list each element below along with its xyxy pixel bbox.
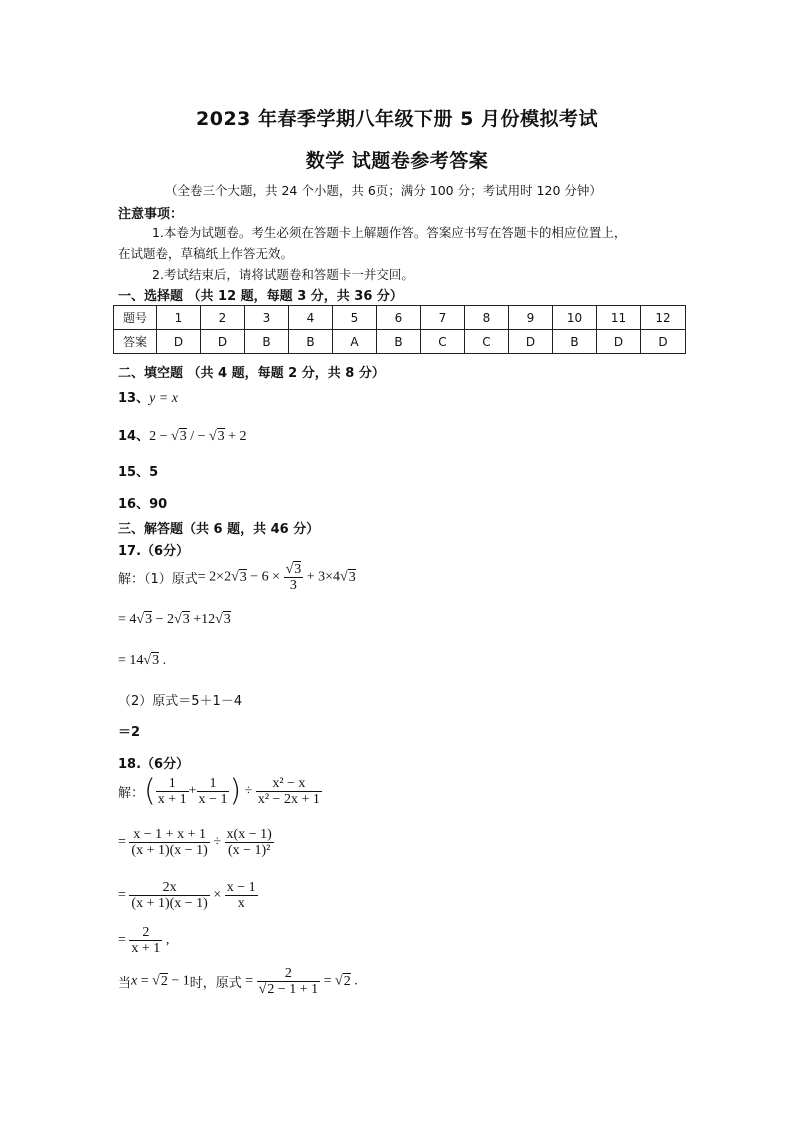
q18-step-5: 当x = √2 − 1时，原式 = $\frac{2}{√2 - 1 + 1}$ = √2 .: [118, 966, 358, 997]
answer-cell: B: [553, 330, 597, 354]
q18-step-1: 解：( $\frac{1}{x + 1}$ + $\frac{1}{x - 1}$ ) ÷ $\frac{\text{x² − x}}{\text{x² − 2x + 1}}$: [118, 773, 320, 809]
question-number: 1: [157, 306, 201, 330]
q17-part2-step-1: （2）原式＝5＋1－4: [118, 694, 243, 709]
question-number: 8: [465, 306, 509, 330]
notes-line-3: 2.考试结束后，请将试题卷和答题卡一并交回。: [152, 267, 414, 282]
answer-cell: A: [333, 330, 377, 354]
q16: 16、90: [118, 497, 168, 512]
answer-cell: D: [509, 330, 553, 354]
q14-answer: 2 − √3 / − √3 + 2: [149, 429, 247, 444]
q18-title: 18.（6分）: [118, 757, 190, 772]
question-number-row: [114, 306, 686, 330]
q13: [118, 387, 178, 407]
answer-cell: C: [421, 330, 465, 354]
answer-cell: B: [245, 330, 289, 354]
answer-row: [114, 330, 686, 354]
q13-label: 13、: [118, 391, 150, 406]
question-number: 5: [333, 306, 377, 330]
q17-solution-prefix: 解：（1）原式: [118, 572, 198, 587]
question-number: 12: [641, 306, 686, 330]
question-number: 11: [597, 306, 641, 330]
answer-cell: D: [157, 330, 201, 354]
q14-label: 14、: [118, 429, 150, 444]
notes-heading: 注意事项：: [118, 207, 184, 222]
q18-then-label: 时，原式: [189, 976, 242, 991]
question-number: 2: [201, 306, 245, 330]
notes-line-1: 1.本卷为试题卷。考生必须在答题卡上解题作答。答案应书写在答题卡的相应位置上，: [152, 225, 627, 240]
page-subtitle: 数学 试题卷参考答案: [305, 150, 489, 172]
section3-heading: 三、解答题（共 6 题，共 46 分）: [118, 522, 320, 537]
row-label-question: 题号: [114, 306, 157, 330]
question-number: 7: [421, 306, 465, 330]
q14: [118, 425, 247, 445]
answer-cell: B: [289, 330, 333, 354]
q17-part2-step-2: ＝2: [118, 725, 141, 740]
question-number: 6: [377, 306, 421, 330]
question-number: 3: [245, 306, 289, 330]
section2-heading: 二、填空题 （共 4 题，每题 2 分，共 8 分）: [118, 366, 385, 381]
page-title: 2023 年春季学期八年级下册 5 月份模拟考试: [196, 108, 598, 130]
q17-title: 17.（6分）: [118, 544, 190, 559]
q18-when-label: 当: [118, 976, 132, 991]
question-number: 4: [289, 306, 333, 330]
answer-table: [113, 305, 686, 354]
answer-cell: D: [641, 330, 686, 354]
answer-cell: D: [201, 330, 245, 354]
section1-heading: 一、选择题 （共 12 题，每题 3 分，共 36 分）: [118, 289, 403, 304]
q17-step-1: 解：（1）原式= 2×2√3 − 6 × $\frac{√3}{3}$ + 3×4√3: [118, 562, 356, 593]
q18-step-4: = $\frac{2}{x + 1}$ ,: [118, 925, 170, 956]
answer-cell: B: [377, 330, 421, 354]
notes-line-2: 在试题卷，草稿纸上作答无效。: [118, 246, 294, 261]
q18-solution-prefix: 解：: [118, 786, 145, 801]
row-label-answer: 答案: [114, 330, 157, 354]
answer-cell: D: [597, 330, 641, 354]
exam-info: （全卷三个大题，共 24 个小题，共 6页；满分 100 分；考试用时 120 分钟）: [165, 183, 602, 198]
q17-step-2: = 4√3 − 2√3 +12√3: [118, 612, 231, 627]
answer-cell: C: [465, 330, 509, 354]
question-number: 9: [509, 306, 553, 330]
q17-step-3: = 14√3 .: [118, 653, 167, 668]
q13-answer: y = x: [149, 391, 178, 406]
q18-step-3: = $\frac{2x}{(x + 1)(x - 1)}$ × $\frac{x - 1}{x}$: [118, 880, 256, 911]
question-number: 10: [553, 306, 597, 330]
q18-step-2: = $\frac{x - 1 + x + 1}{(x + 1)(x - 1)}$ ÷ $\frac{x(x - 1)}{\text{(x − 1)²}}$: [118, 827, 272, 858]
q15: 15、5: [118, 465, 159, 480]
